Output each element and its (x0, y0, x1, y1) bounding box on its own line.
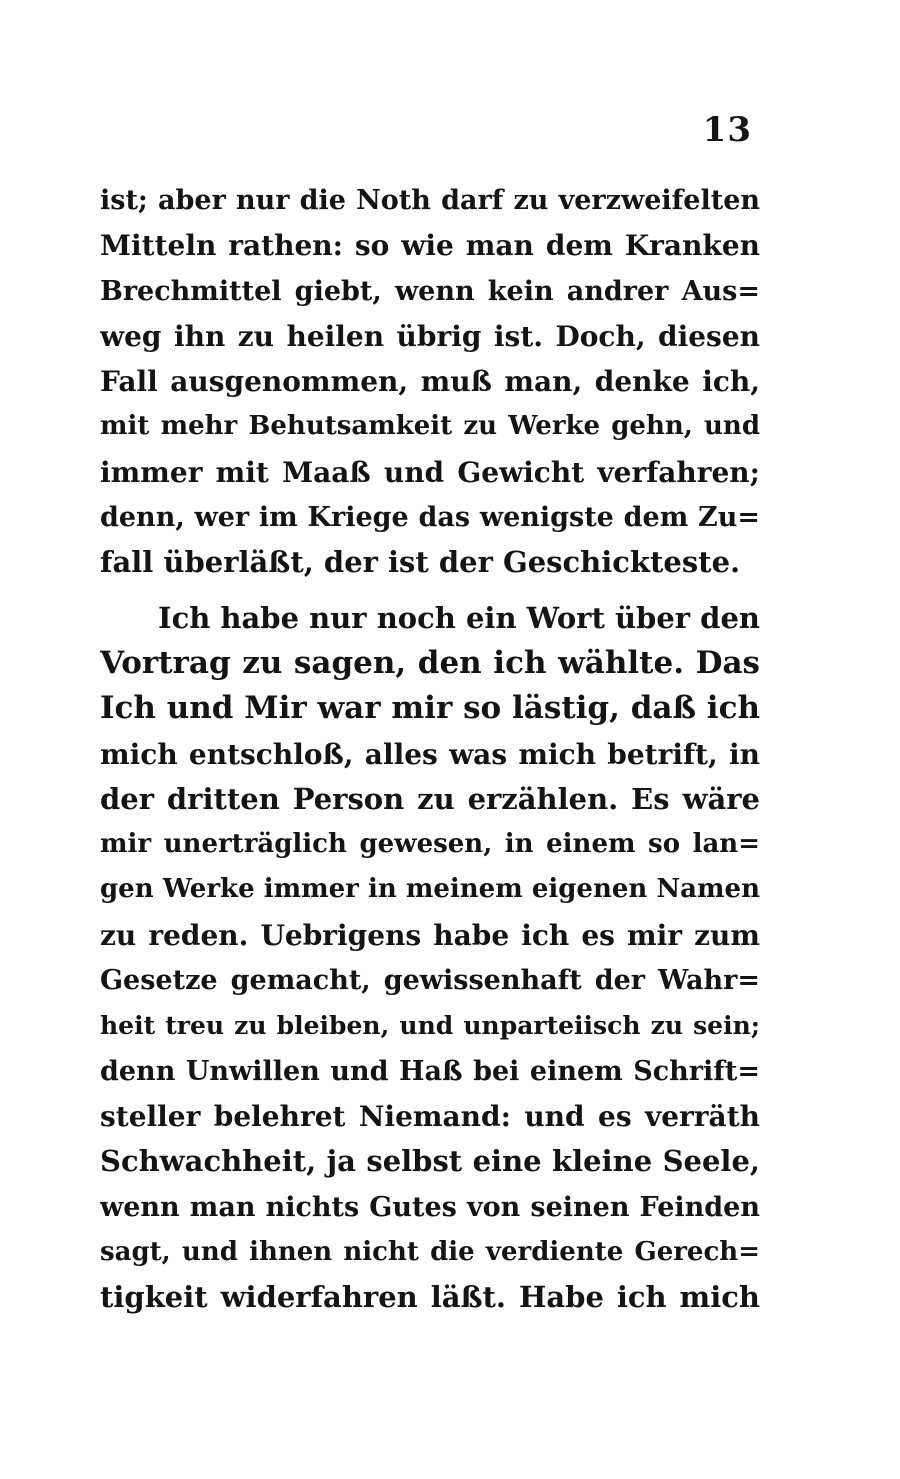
text-line: Ich habe nur noch ein Wort über den (158, 600, 760, 635)
text-line: wenn man nichts Gutes von seinen Feinden (100, 1191, 760, 1223)
text-line: Brechmittel giebt, wenn kein andrer Aus= (100, 275, 760, 307)
text-line: der dritten Person zu erzählen. Es wäre (100, 781, 760, 816)
text-line: mich entschloß, alles was mich betrift, in (100, 737, 760, 771)
text-line: Schwachheit, ja selbst eine kleine Seele, (100, 1144, 760, 1179)
paragraph-1 (100, 178, 760, 586)
text-line: Vortrag zu sagen, den ich wählte. Das (100, 644, 760, 681)
text-line: ist; aber nur die Noth darf zu verzweifelten (100, 185, 760, 216)
text-line: denn Unwillen und Haß bei einem Schrift= (100, 1055, 760, 1087)
page-number: 13 (702, 110, 752, 150)
body-text (100, 178, 760, 1320)
text-line: Ich und Mir war mir so lästig, daß ich (100, 690, 760, 727)
text-line: sagt, und ihnen nicht die verdiente Gerech= (100, 1236, 760, 1267)
paragraph-2 (100, 596, 760, 1321)
text-line: Mitteln rathen: so wie man dem Kranken (100, 229, 760, 263)
text-line: weg ihn zu heilen übrig ist. Doch, diesen (100, 319, 760, 353)
text-line: denn, wer im Kriege das wenigste dem Zu= (100, 502, 760, 534)
text-line: fall überläßt, der ist der Geschickteste. (100, 545, 741, 580)
text-line: gen Werke immer in meinem eigenen Namen (100, 874, 760, 905)
text-line: mit mehr Behutsamkeit zu Werke gehn, und (100, 411, 760, 442)
text-line: heit treu zu bleiben, und unparteiisch zu sein; (100, 1011, 760, 1041)
text-line: zu reden. Uebrigens habe ich es mir zum (100, 918, 760, 952)
text-line: Gesetze gemacht, gewissenhaft der Wahr= (100, 965, 760, 997)
text-line: immer mit Maaß und Gewicht verfahren; (100, 455, 760, 489)
text-line: mir unerträglich gewesen, in einem so lan= (100, 829, 760, 860)
text-line: steller belehret Niemand: und es verräth (100, 1099, 760, 1133)
text-line: tigkeit widerfahren läßt. Habe ich mich (100, 1280, 760, 1315)
text-line: Fall ausgenommen, muß man, denke ich, (100, 365, 760, 399)
